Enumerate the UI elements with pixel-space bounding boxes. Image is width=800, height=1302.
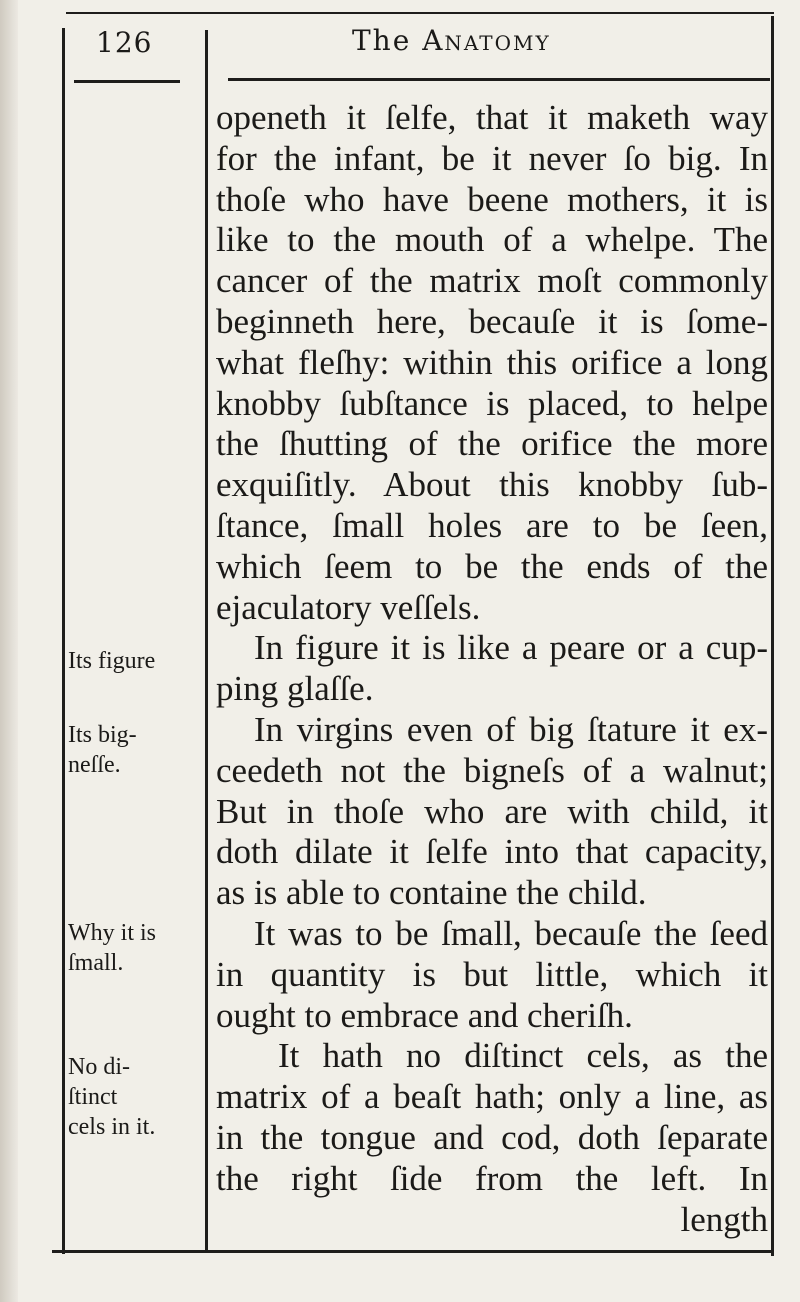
- running-head: [352, 24, 551, 57]
- text-line: thoſe who have beene mothers, it is: [216, 179, 768, 219]
- text-line: ceedeth not the bigneſs of a walnut;: [216, 750, 768, 790]
- margin-note-line: Its figure: [68, 648, 156, 674]
- text-line: in quantity is but little, which it: [216, 954, 768, 994]
- margin-note-figure: [68, 646, 196, 676]
- text-line: cancer of the matrix moſt commonly: [216, 261, 768, 301]
- catchword: length: [680, 1199, 768, 1239]
- text-line: knobby ſubſtance is placed, to helpe: [216, 383, 768, 423]
- margin-note-line: ſtinct: [68, 1084, 118, 1110]
- margin-note-line: Why it is: [68, 920, 156, 946]
- margin-note-line: Its big-: [68, 722, 137, 748]
- margin-note-cels: [68, 1052, 196, 1142]
- running-head-title: Anatomy: [422, 24, 551, 57]
- margin-note-line: cels in it.: [68, 1114, 156, 1140]
- text-line: ought to embrace and cheriſh.: [216, 995, 633, 1035]
- text-line: In figure it is like a peare or a cup-: [254, 628, 768, 668]
- text-line: for the infant, be it never ſo big. In: [216, 138, 768, 178]
- text-line: which ſeem to be the ends of the: [216, 546, 768, 586]
- body-text: [216, 98, 768, 1240]
- text-line: the right ſide from the left. In: [216, 1158, 768, 1198]
- margin-note-small: [68, 918, 196, 978]
- text-line: like to the mouth of a whelpe. The: [216, 220, 768, 260]
- outer-left-rule: [62, 28, 65, 1254]
- top-frame-rule: [66, 12, 774, 14]
- text-line: In virgins even of big ſtature it ex-: [254, 709, 768, 749]
- header-rule-right: [228, 78, 770, 81]
- text-line: openeth it ſelfe, that it maketh way: [216, 98, 768, 137]
- text-line: matrix of a beaſt hath; only a line, as: [216, 1077, 768, 1117]
- text-line: what fleſhy: within this orifice a long: [216, 342, 768, 382]
- text-line: as is able to containe the child.: [216, 873, 647, 913]
- page-number: 126: [96, 26, 153, 59]
- text-line: in the tongue and cod, doth ſeparate: [216, 1117, 768, 1157]
- header-rule-left: [74, 80, 180, 83]
- text-line: ejaculatory veſſels.: [216, 587, 481, 627]
- text-line: exquiſitly. About this knobby ſub-: [216, 465, 768, 505]
- text-line: ſtance, ſmall holes are to be ſeen,: [216, 505, 768, 545]
- outer-right-rule: [771, 16, 774, 1256]
- margin-note-line: No di-: [68, 1054, 130, 1080]
- gutter-rule: [205, 30, 208, 1252]
- text-line: beginneth here, becauſe it is ſome-: [216, 301, 768, 341]
- margin-note-bigness: [68, 720, 196, 780]
- text-line: It hath no diſtinct cels, as the: [278, 1036, 768, 1076]
- text-line: It was to be ſmall, becauſe the ſeed: [254, 913, 768, 953]
- scan-edge: [0, 0, 18, 1302]
- text-line: ping glaſſe.: [216, 669, 374, 709]
- bottom-frame-rule: [52, 1250, 774, 1253]
- text-line: But in thoſe who are with child, it: [216, 791, 768, 831]
- text-line: the ſhutting of the orifice the more: [216, 424, 768, 464]
- text-line: doth dilate it ſelfe into that capacity,: [216, 832, 768, 872]
- margin-note-line: neſſe.: [68, 752, 121, 778]
- margin-note-line: ſmall.: [68, 950, 124, 976]
- running-head-prefix: The: [352, 24, 412, 57]
